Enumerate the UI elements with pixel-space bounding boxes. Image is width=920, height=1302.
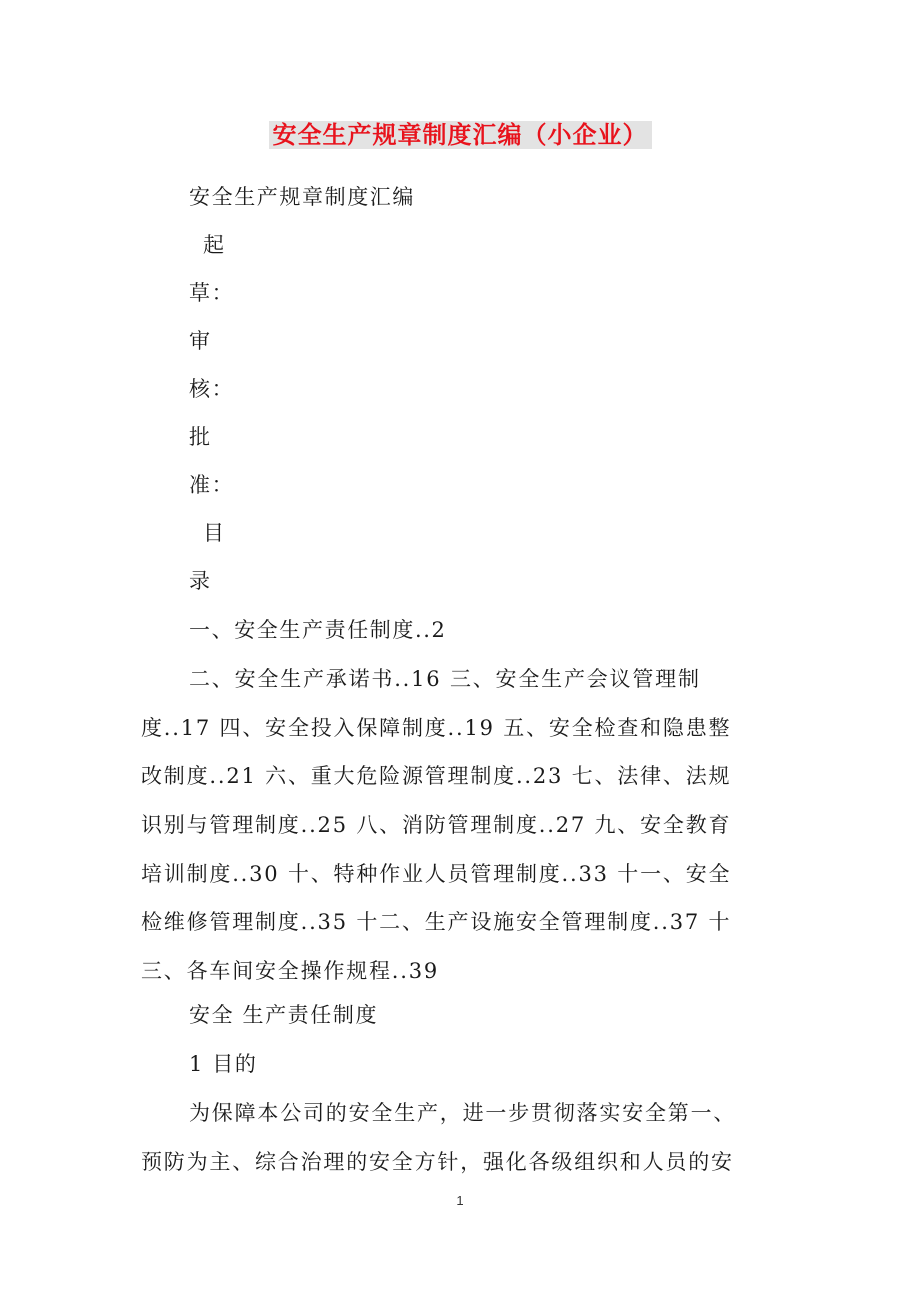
toc-heading-line-2: 录: [189, 569, 212, 593]
document-subtitle: 安全生产规章制度汇编: [189, 185, 415, 209]
signoff-approve-line-1: 批: [189, 425, 212, 449]
toc-heading-line-1: 目: [203, 521, 226, 545]
signoff-review-line-1: 审: [189, 329, 212, 353]
toc-entry-first: 一、安全生产责任制度..2: [189, 618, 447, 642]
toc-paragraph-line: 二、安全生产承诺书..16 三、安全生产会议管理制: [189, 667, 701, 691]
document-title-text: 安全生产规章制度汇编（小企业）: [269, 121, 652, 149]
subsection-heading: 1 目的: [189, 1052, 258, 1076]
body-paragraph-line: 为保障本公司的安全生产，进一步贯彻落实安全第一、: [189, 1101, 737, 1125]
toc-paragraph-line: 检维修管理制度..35 十二、生产设施安全管理制度..37 十: [141, 910, 732, 935]
signoff-draft-line-1: 起: [203, 233, 226, 257]
toc-paragraph-line: 三、各车间安全操作规程..39: [141, 959, 440, 984]
toc-paragraph-line: 识别与管理制度..25 八、消防管理制度..27 九、安全教育: [141, 813, 732, 838]
toc-paragraph-line: 度..17 四、安全投入保障制度..19 五、安全检查和隐患整: [141, 715, 732, 740]
signoff-draft-line-2: 草：: [189, 281, 235, 305]
toc-paragraph-line: 培训制度..30 十、特种作业人员管理制度..33 十一、安全: [141, 861, 732, 886]
toc-paragraph: [141, 664, 781, 1005]
signoff-approve-line-2: 准：: [189, 473, 235, 497]
body-paragraph-line: 预防为主、综合治理的安全方针，强化各级组织和人员的安: [141, 1149, 734, 1174]
page-number: 1: [456, 1193, 464, 1208]
toc-paragraph-line: 改制度..21 六、重大危险源管理制度..23 七、法律、法规: [141, 764, 732, 789]
signoff-review-line-2: 核：: [189, 377, 235, 401]
document-title: [0, 116, 920, 154]
section-heading: 安全 生产责任制度: [189, 1003, 379, 1027]
body-paragraph: [141, 1098, 781, 1195]
